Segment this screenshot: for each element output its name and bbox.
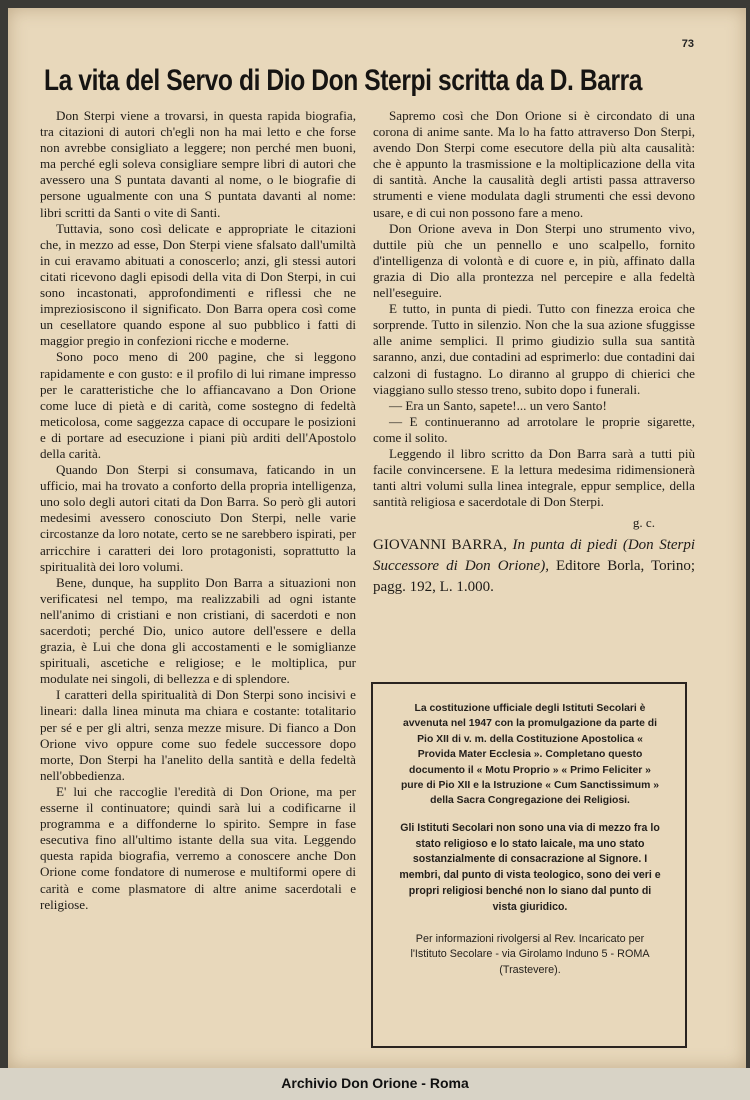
info-box-paragraph: Gli Istituti Secolari non sono una via di mezzo fra lo stato religioso e lo stato laicale, ma uno stato sostanzialmente di consacrazione al Signore. I membri, dal punto di vista teologico, sono dei veri e propri religiosi benché non lo siano dal punto di vista giuridico. [399,821,661,913]
article-paragraph: Sapremo così che Don Orione si è circondato di una corona di anime sante. Ma lo ha fatto attraverso Don Sterpi, avendo Don Sterpi come esecutore della più alta causalità: che è appunto la trasmissione e la moltiplicazione della vita di santità. Anche la causalità degli artisti passa attraverso strumenti e viene modulata dagli strumenti che essi devono usare, e di cui non possono fare a meno. [373,108,695,220]
article-paragraph: E tutto, in punta di piedi. Tutto con finezza eroica che sorprende. Tutto in silenzio. Non che la sua azione sfuggisse alle anime semplici. Il primo giudizio sulla sua santità saranno, anzi, due contadini ad esprimerlo: due contadini dai calzoni di fustagno. Lo diranno al gruppo di chierici che viaggiano sullo stesso treno, subito dopo i funerali. [373,301,695,397]
article-column-right [373,108,695,598]
article-paragraph: Tuttavia, sono così delicate e appropriate le citazioni che, in mezzo ad esse, Don Sterpi viene sfalsato dall'umiltà in cui eravamo abituati a conoscerlo; anzi, gli stessi autori citati ricevono dagli episodi della vita di Don Sterpi, in cui sono incastonati, approfondimenti e riflessi che ne impreziosiscono il significato. Don Barra opera così come un cesellatore quando espone al suo pubblico i fatti di maggior pregio in confezioni ricche e moderne. [40,220,356,349]
article-paragraph: E' lui che raccoglie l'eredità di Don Orione, ma per esserne il continuatore; quindi sarà lui a codificarne il programma e a diffonderne lo spirito. Sempre in fase esecutiva fino all'ultimo istante della sua vita. Leggendo questa rapida biografia, verremo a conoscere anche Don Orione come fondatore di numerose e multiformi opere di carità e come plasmatore di altre anime sacerdotali e religiose. [40,783,356,912]
article-paragraph: Quando Don Sterpi si consumava, faticando in un ufficio, mai ha trovato a conforto della propria intelligenza, uno solo degli autori citati da Don Barra. So però gli autori medesimi avessero conosciuto Don Sterpi, nelle varie circostanze da loro notate, certo se ne sarebbero ispirati, per arricchire i caratteri dei loro protagonisti, soprattutto la spiritualità dei loro volumi. [40,462,356,574]
article-paragraph: Leggendo il libro scritto da Don Barra sarà a tutti più facile convincersene. E la lettura medesima ridimensionerà tanti altri volumi sulla linea integrale, eppur semplice, della santità religiosa e sacerdotale di Don Sterpi. [373,445,695,510]
article-paragraph: Sono poco meno di 200 pagine, che si leggono rapidamente e con gusto: e il profilo di lui rimane impresso per le caratteristiche che lo affiancavano a Don Orione come luce di pietà e di carità, come sostegno di fedeltà meticolosa, come saggezza capace di occupare le posizioni e di portare ad esecuzione i piani più arditi dell'Apostolo della carità. [40,349,356,461]
book-author: GIOVANNI BARRA, [373,537,507,554]
book-publisher: Editore Borla, Torino; pagg. 192, L. 1.000. [373,558,696,596]
book-title: In punta di piedi (Don Sterpi Successore di Don Orione), [373,537,696,575]
archive-footer: Archivio Don Orione - Roma [281,1075,469,1091]
page-number: 73 [681,38,694,50]
article-paragraph: I caratteri della spiritualità di Don Sterpi sono incisivi e lineari: dalla linea minuta ma chiara e costante: totalitario per sé e per gli altri, senza mezze misure. Di fianco a Don Orione vivo oppure come suo fedele successore dopo morte, Don Sterpi ha l'anelito della santità e della fedeltà nell'obbedienza. [40,687,356,783]
book-reference [373,535,695,598]
dialogue-line: — E continueranno ad arrotolare le proprie sigarette, come il solito. [373,413,695,445]
info-box-contact: Per informazioni rivolgersi al Rev. Incaricato per l'Istituto Secolare - via Girolamo Induno 5 - ROMA (Trastevere). [410,932,650,977]
info-box-paragraph: La costituzione ufficiale degli Istituti Secolari è avvenuta nel 1947 con la promulgazione da parte di Pio XII di v. m. della Costituzione Apostolica « Provida Mater Ecclesia ». Completano questo documento il « Motu Proprio » « Primo Feliciter » pure di Pio XII e la Istruzione « Cum Sanctissimum » della Sacra Congregazione dei Religiosi. [400,703,660,807]
article-column-left [40,108,356,913]
article-paragraph: Don Sterpi viene a trovarsi, in questa rapida biografia, tra citazioni di autori ch'egli non ha mai letto e che forse non avrebbe consigliato a leggere; non perché men buoni, ma perché egli soleva consigliare sempre libri di autori che avessero una S puntata davanti al nome, o le biografie di persone ugualmente con una S puntata davanti al nome: libri scritti da Santi o vite di Santi. [40,108,356,220]
author-initials: g. c. [632,515,655,531]
article-paragraph: Don Orione aveva in Don Sterpi uno strumento vivo, duttile più che un pennello e uno scalpello, fornito d'intelligenza di volontà e di cuore e, in più, affinato dalla grazia di Dio alla prontezza nel percepire e alla fedeltà nell'eseguire. [373,220,695,301]
article-paragraph: Bene, dunque, ha supplito Don Barra a situazioni non verificatesi nel tempo, ma realizzabili ad ogni istante nell'animo di cristiani e non cristiani, di sacerdoti e non sacerdoti; perché Dio, unico autore dell'essere e della grazia, è Lui che dona gli accostamenti e le somiglianze spirituali, ascetiche e religiose; e le moltiplica, pur modulate nei singoli, di bellezza e di splendore. [40,574,356,687]
info-box [371,682,687,1048]
dialogue-line: — Era un Santo, sapete!... un vero Santo! [389,397,607,413]
article-title: La vita del Servo di Dio Don Sterpi scritta da D. Barra [44,64,643,97]
